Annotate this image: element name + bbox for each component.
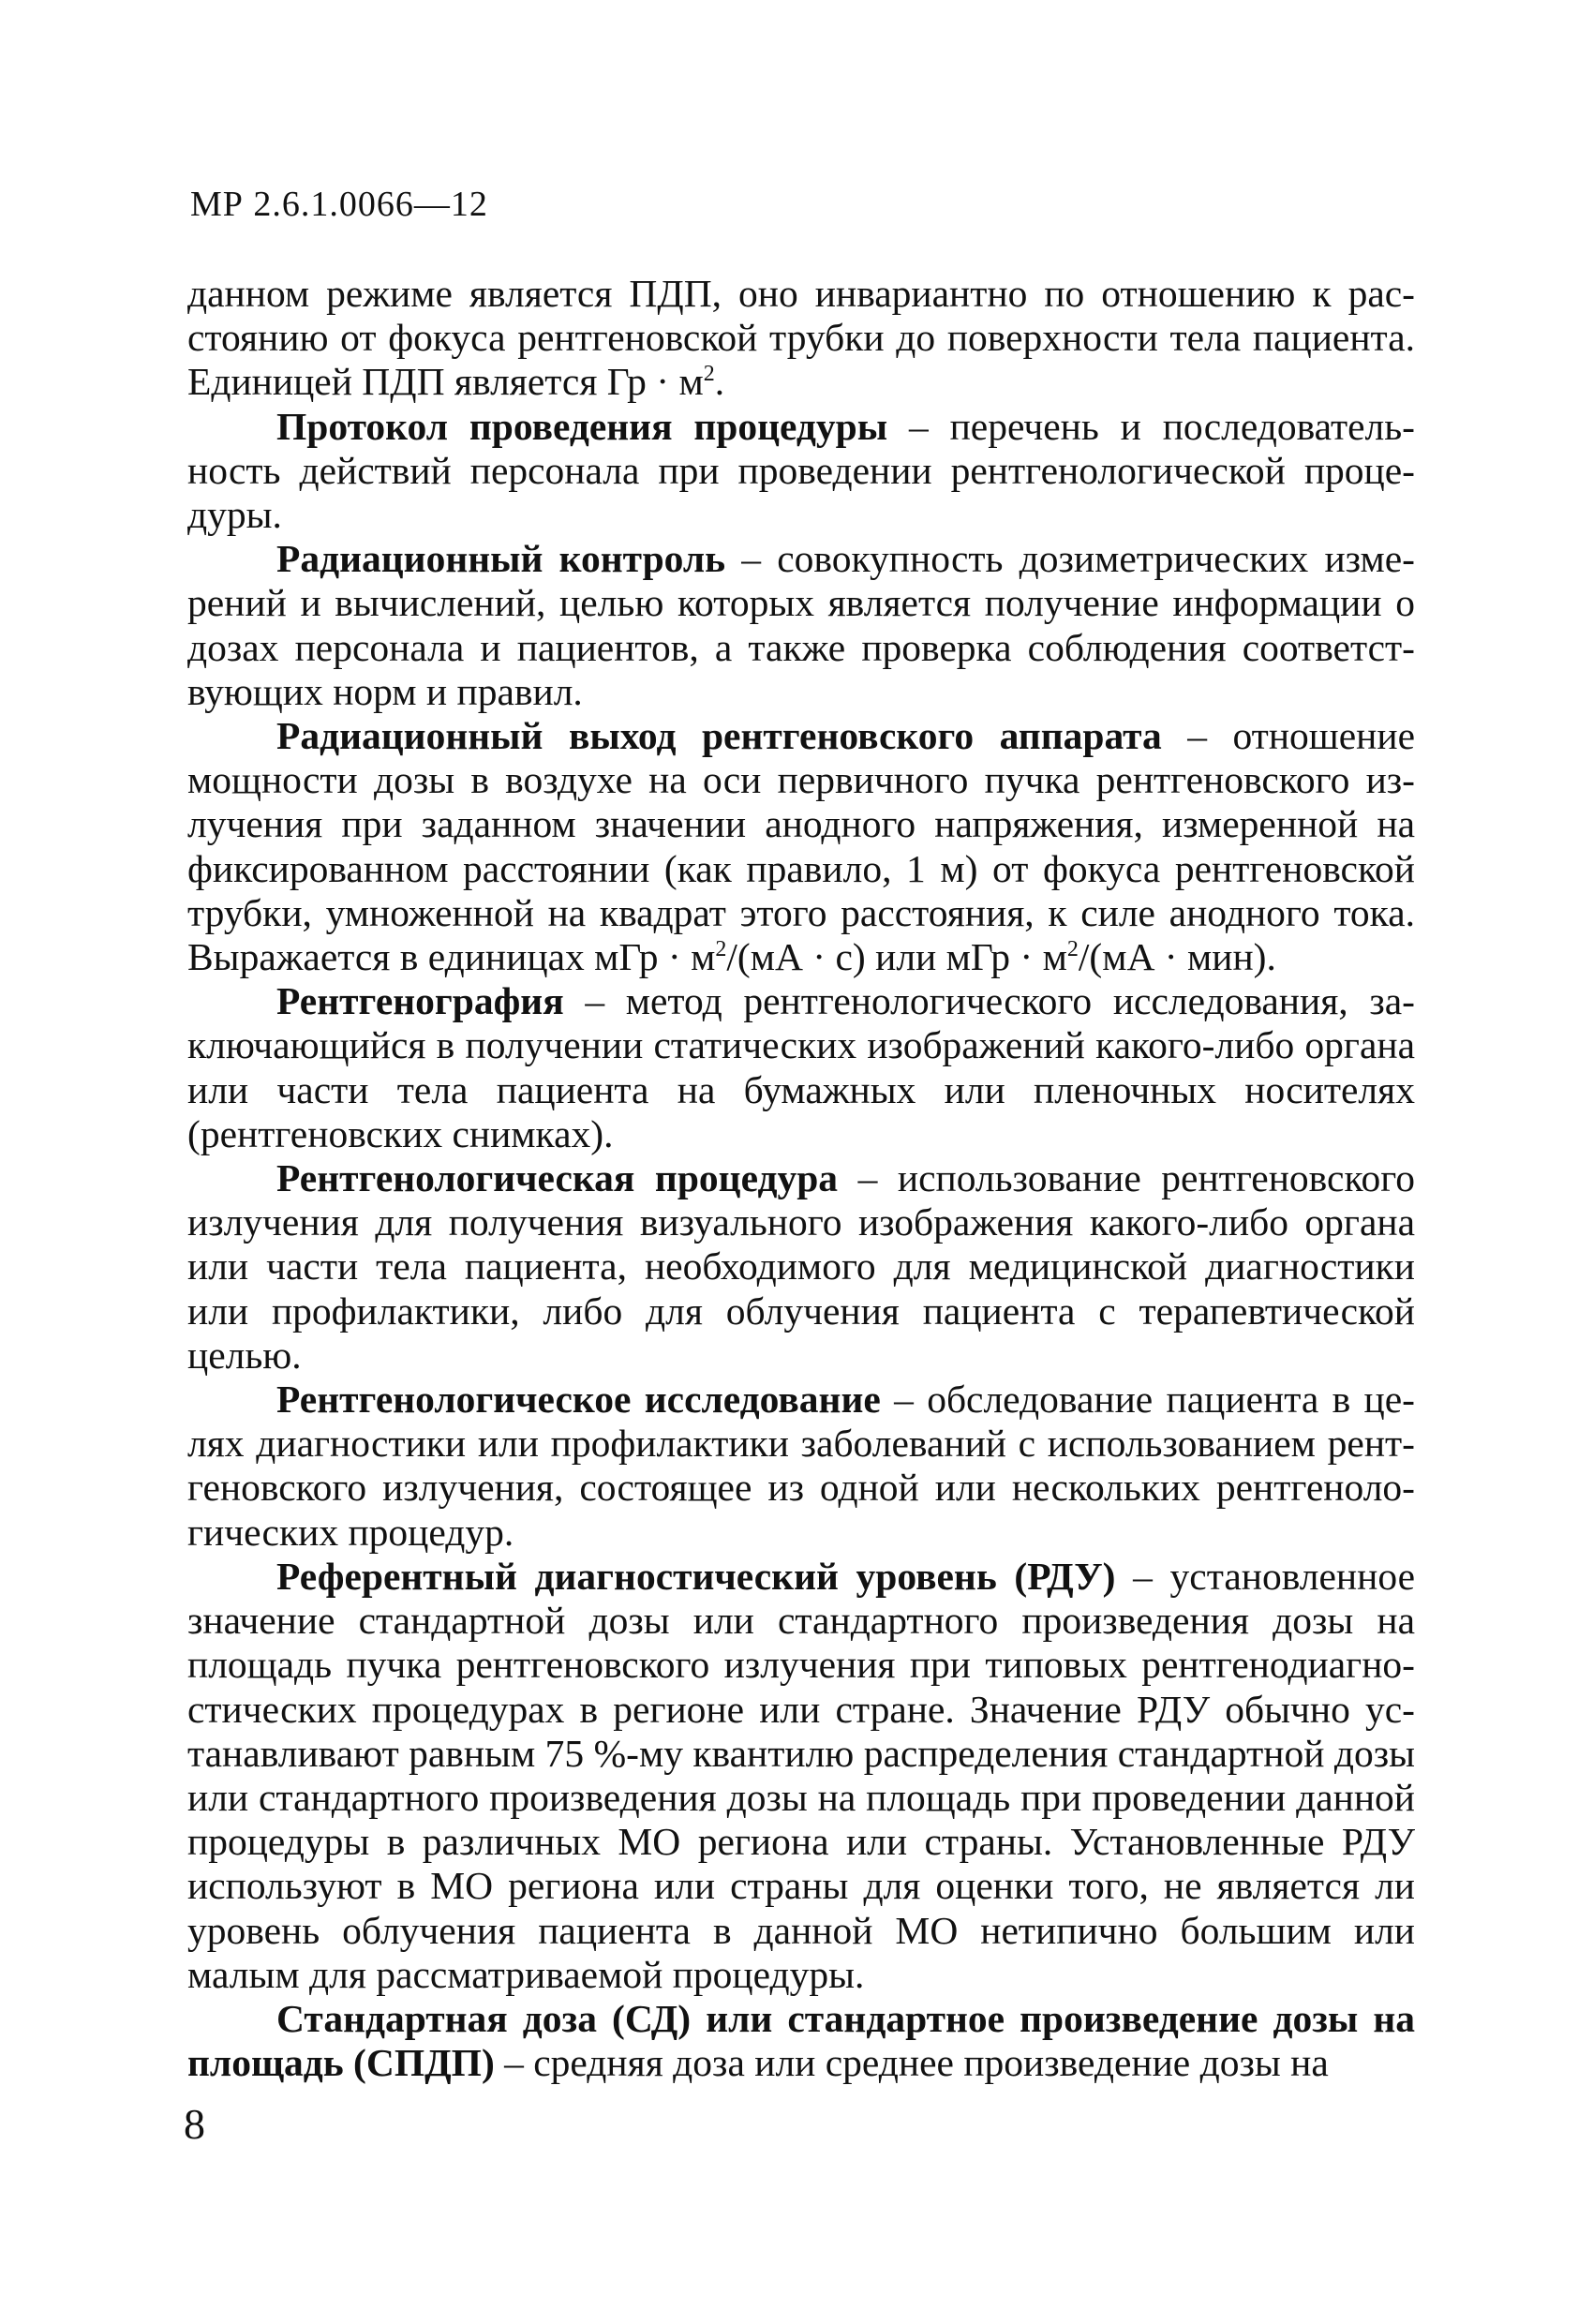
definition-text: – использование рентгеновского излучения для получения визуального изображения какого-либо органа или части тела пациента, необходимого для медицинской диагностики или профилактики, либо для облучения пациента с терапевтической целью. <box>187 1156 1415 1377</box>
definition-text: – перечень и последовательность действий персонала при проведении рентгенологической процедуры. <box>187 404 1415 537</box>
definition-radiography <box>187 979 1415 1156</box>
paragraph-continuation <box>187 272 1415 405</box>
term-label: Референтный диагностический уровень (РДУ) <box>276 1554 1116 1598</box>
definition-text: – совокупность дозиметрических измерений и вычислений, целью которых является получение информации о дозах персонала и пациентов, а также проверка соблюдения соответствующих норм и правил. <box>187 537 1415 713</box>
definition-xray-examination <box>187 1378 1415 1555</box>
definition-text: – метод рентгенологического исследования, заключающийся в получении статических изображений какого-либо органа или части тела пациента на бумажных или пленочных носителях (рентгеновских снимках). <box>187 979 1415 1155</box>
definition-reference-level <box>187 1555 1415 1997</box>
document-body <box>187 272 1415 2085</box>
document-code-header: МР 2.6.1.0066—12 <box>190 185 488 224</box>
term-label: Стандартная доза (СД) или стандартное произведение дозы на площадь (СПДП) <box>187 1996 1415 2085</box>
definition-radiation-control <box>187 537 1415 714</box>
page-number: 8 <box>184 2100 205 2148</box>
definition-radiation-output <box>187 714 1415 979</box>
term-label: Радиационный выход рентгеновского аппарата <box>276 714 1162 758</box>
term-label: Рентгенологическая процедура <box>276 1156 839 1200</box>
definition-text: – средняя доза или среднее произведение дозы на <box>494 2041 1329 2085</box>
definition-protocol <box>187 405 1415 538</box>
definition-text: – установленное значение стандартной дозы или стандартного произведения дозы на площадь пучка рентгеновского излучения при типовых рентгенодиагностических процедурах в регионе или стране. Значение РДУ обычно устанавливают равным 75 %-му квантилю распределения стандартной дозы или стандартного произведения дозы на площадь при проведении данной процедуры в различных МО региона или страны. Установленные РДУ используют в МО региона или страны для оценки того, не является ли уровень облучения пациента в данной МО нетипично большим или малым для рассматриваемой процедуры. <box>187 1554 1416 1996</box>
definition-text: – обследование пациента в целях диагностики или профилактики заболеваний с использованием рентгеновского излучения, состоящее из одной или нескольких рентгенологических процедур. <box>187 1378 1415 1554</box>
definition-standard-dose <box>187 1997 1415 2085</box>
term-label: Рентгенография <box>276 979 564 1023</box>
term-label: Рентгенологическое исследование <box>276 1378 881 1422</box>
term-label: Протокол проведения процедуры <box>276 404 888 448</box>
term-label: Радиационный контроль <box>276 537 726 581</box>
definition-xray-procedure <box>187 1156 1415 1378</box>
definition-text: – отношение мощности дозы в воздухе на оси первичного пучка рентгеновского излучения при заданном значении анодного напряжения, измеренной на фиксированном расстоянии (как правило, 1 м) от фокуса рентгеновской трубки, умноженной на квадрат этого расстояния, к силе анодного тока. Выражается в единицах мГр · $м^2/(мА \cdot с)$ или мГр · $м^2/(мА \cdot мин)$. <box>187 714 1415 979</box>
paragraph-text: данном режиме является ПДП, оно инвариантно по отношению к расстоянию от фокуса рентгеновской трубки до поверхности тела пациента. Единицей ПДП является Гр · $м^2$. <box>187 272 1415 404</box>
